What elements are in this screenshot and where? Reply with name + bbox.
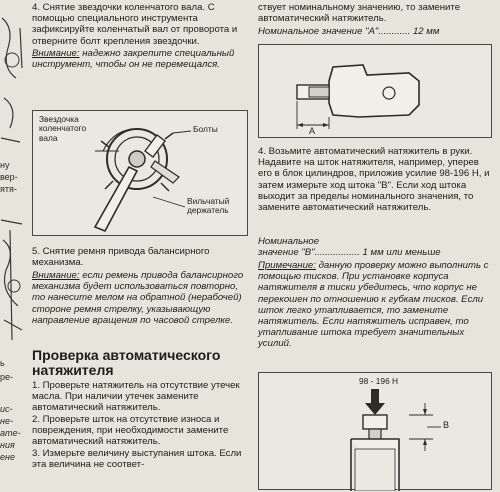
tensioner-side-drawing — [259, 45, 493, 139]
nominal-value-a: Номинальное значение "А"............ 12 мм — [258, 26, 440, 37]
step-4-crankshaft-sprocket: 4. Снятие звездочки коленчатого вала. С помощью специального инструмента зафиксируйте коленчатый вал от проворота и отверните болт крепления звездочки. — [32, 2, 238, 47]
note-text: данную проверку можно выполнить с помощью тисков. При установке корпуса натяжителя в тиски убедитесь, что корпус не перекошен по отношению к губкам тисков. Если шток легко утапливается, то замените натяжитель. Если натяжитель исправен, то утапливание штока требует значительных усилий. — [258, 260, 489, 350]
inspection-note — [258, 260, 494, 350]
cropped-drawing-top — [0, 8, 24, 148]
strip-fragment: ене — [0, 452, 15, 462]
figure-tensioner-rod-extension — [258, 44, 492, 138]
warning-text: надежно закрепите специальный инструмент, чтобы он не перемещался. — [32, 48, 235, 71]
strip-fragment: ре- — [0, 372, 14, 382]
section-heading: Проверка автоматического натяжителя — [32, 347, 221, 378]
strip-fragment: ь — [0, 358, 5, 368]
check-item-3: 3. Измерьте величину выступания штока. Если эта величина не соответ- — [32, 448, 242, 471]
figure-tensioner-press-test — [258, 372, 492, 490]
strip-fragment: ния — [0, 440, 15, 450]
label-bolts: Болты — [193, 124, 218, 134]
label-fork-holder: Вильчатый держатель — [187, 196, 230, 216]
note-label: Примечание: — [258, 260, 316, 271]
step-4-rod-stroke: 4. Возьмите автоматический натяжитель в руки. Надавите на шток натяжителя, например, уперев его в блок цилиндров, приложив усилие 98-196 Н, и затем измерьте ход штока "В". Если ход штока выходит за пределы номинального значения, то замените автоматический натяжитель. — [258, 146, 490, 214]
check-item-2: 2. Проверьте шток на отсутствие износа и повреждения, при необходимости замените автоматический натяжитель. — [32, 414, 229, 448]
dimension-label-a: A — [309, 126, 316, 136]
left-margin-strip — [0, 0, 26, 492]
warning-note-2 — [32, 270, 248, 326]
strip-fragment: ну — [0, 160, 10, 170]
warning-text: если ремень привода балансирного механизма будет использоваться повторно, то нанесите мелом на обратной (нерабочей) стороне ремня стрелку, указывающую направление вращения по часовой стрелке. — [32, 270, 244, 326]
warning-note-1 — [32, 48, 248, 70]
strip-fragment: не- — [0, 416, 13, 426]
strip-fragment: ятя- — [0, 184, 17, 194]
dimension-label-b: B — [443, 420, 450, 430]
cropped-drawing-middle — [0, 210, 24, 350]
figure-crankshaft-sprocket — [32, 110, 248, 236]
check-item-1: 1. Проверьте натяжитель на отсутствие утечек масла. При наличии утечек замените автоматический натяжитель. — [32, 380, 240, 414]
press-test-drawing — [259, 373, 493, 491]
step-5-balancer-belt: 5. Снятие ремня привода балансирного механизма. — [32, 246, 210, 269]
label-sprocket: Звездочка коленчатого вала — [39, 114, 87, 143]
warning-label: Внимание: — [32, 48, 80, 59]
nominal-value-b: значение "В"................. 1 мм или меньше — [258, 247, 441, 258]
strip-fragment: ис- — [0, 404, 13, 414]
continuation-text: ствует номинальному значению, то замените автоматический натяжитель. — [258, 2, 461, 25]
strip-fragment: вер- — [0, 172, 18, 182]
force-label: 98 - 196 Н — [359, 376, 399, 386]
warning-label: Внимание: — [32, 270, 80, 281]
strip-fragment: ате- — [0, 428, 21, 438]
nominal-value-b-title: Номинальное — [258, 236, 320, 247]
